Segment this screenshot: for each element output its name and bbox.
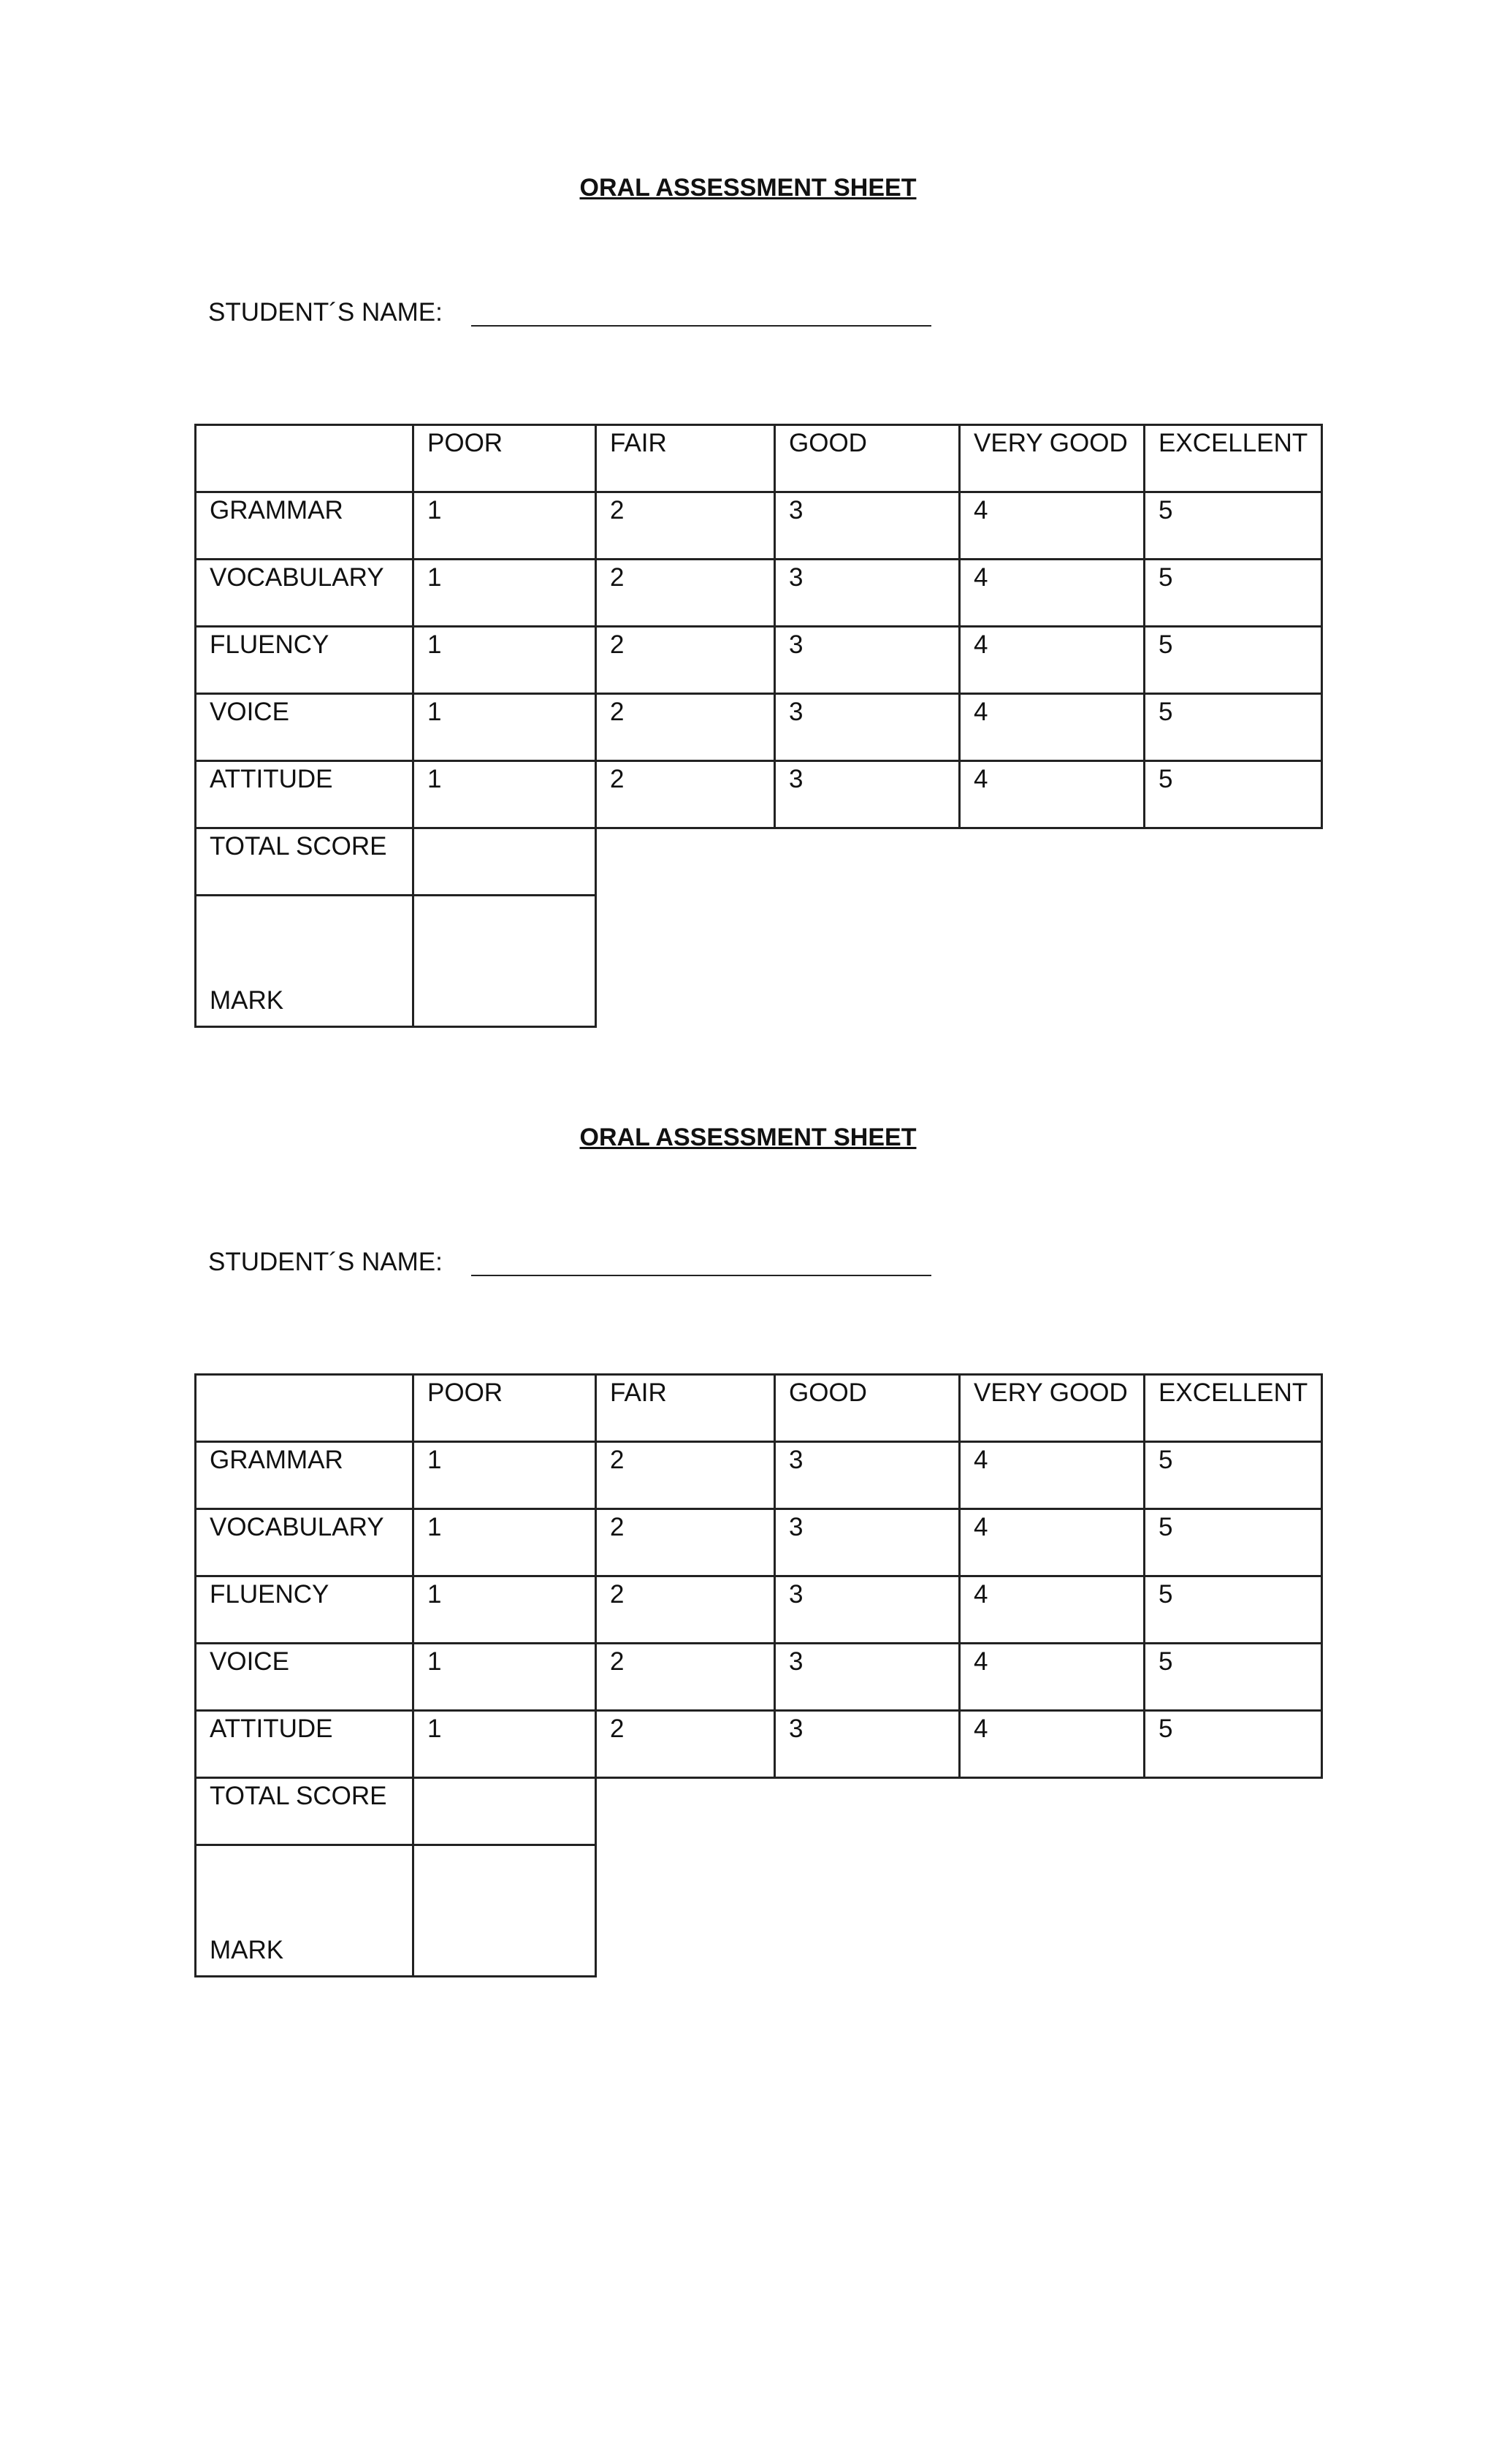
mark-value-cell[interactable] [413,1845,596,1977]
total-score-value-cell[interactable] [413,828,596,896]
score-cell[interactable]: 4 [960,1509,1145,1576]
assessment-sheet-2 [0,950,1496,1964]
score-cell[interactable]: 4 [960,1442,1145,1509]
sheet-title: ORAL ASSESSMENT SHEET [579,1124,917,1151]
score-cell[interactable]: 3 [775,761,960,828]
score-cell[interactable]: 3 [775,492,960,560]
score-cell[interactable]: 2 [596,492,775,560]
sheet-title: ORAL ASSESSMENT SHEET [579,174,917,202]
total-score-value-cell[interactable] [413,1778,596,1845]
score-cell[interactable]: 1 [413,761,596,828]
score-cell[interactable]: 2 [596,627,775,694]
row-label: VOICE [196,1644,413,1711]
total-score-row [196,1778,1322,1845]
table-row-voice [196,694,1322,761]
score-cell[interactable]: 5 [1145,761,1322,828]
total-score-row [196,828,1322,896]
mark-label: MARK [196,1845,413,1977]
row-label: FLUENCY [196,627,413,694]
score-cell[interactable]: 1 [413,1644,596,1711]
score-cell[interactable]: 3 [775,1509,960,1576]
score-cell[interactable]: 5 [1145,1442,1322,1509]
row-label: ATTITUDE [196,761,413,828]
score-cell[interactable]: 5 [1145,1509,1322,1576]
empty-space [596,1845,1322,1977]
table-row-vocabulary [196,560,1322,627]
score-cell[interactable]: 1 [413,560,596,627]
score-cell[interactable]: 4 [960,560,1145,627]
header-excellent: EXCELLENT [1145,425,1322,492]
score-cell[interactable]: 2 [596,560,775,627]
header-very-good: VERY GOOD [960,425,1145,492]
score-cell[interactable]: 3 [775,560,960,627]
total-score-label: TOTAL SCORE [196,1778,413,1845]
score-cell[interactable]: 4 [960,1711,1145,1778]
mark-label: MARK [196,896,413,1027]
header-empty-cell [196,425,413,492]
header-poor: POOR [413,425,596,492]
row-label: VOCABULARY [196,1509,413,1576]
score-cell[interactable]: 5 [1145,1576,1322,1644]
empty-space [596,1778,1322,1845]
table-row-fluency [196,627,1322,694]
score-cell[interactable]: 2 [596,1576,775,1644]
table-row-voice [196,1644,1322,1711]
score-cell[interactable]: 2 [596,694,775,761]
score-cell[interactable]: 4 [960,1576,1145,1644]
score-cell[interactable]: 5 [1145,1711,1322,1778]
student-name-label: STUDENT´S NAME: [208,1248,443,1276]
score-cell[interactable]: 4 [960,1644,1145,1711]
score-cell[interactable]: 5 [1145,560,1322,627]
score-cell[interactable]: 2 [596,1509,775,1576]
header-good: GOOD [775,425,960,492]
header-row [196,1375,1322,1442]
row-label: ATTITUDE [196,1711,413,1778]
table-row-attitude [196,1711,1322,1778]
assessment-table [194,424,1323,1028]
header-poor: POOR [413,1375,596,1442]
score-cell[interactable]: 1 [413,627,596,694]
table-row-fluency [196,1576,1322,1644]
header-fair: FAIR [596,1375,775,1442]
header-very-good: VERY GOOD [960,1375,1145,1442]
score-cell[interactable]: 4 [960,627,1145,694]
score-cell[interactable]: 1 [413,1576,596,1644]
table-row-grammar [196,492,1322,560]
table-row-grammar [196,1442,1322,1509]
score-cell[interactable]: 2 [596,1644,775,1711]
score-cell[interactable]: 4 [960,492,1145,560]
assessment-sheet-1 [0,0,1496,1015]
student-name-label: STUDENT´S NAME: [208,298,443,327]
assessment-table [194,1373,1323,1977]
score-cell[interactable]: 5 [1145,1644,1322,1711]
row-label: VOICE [196,694,413,761]
table-row-vocabulary [196,1509,1322,1576]
score-cell[interactable]: 5 [1145,627,1322,694]
score-cell[interactable]: 1 [413,1509,596,1576]
header-fair: FAIR [596,425,775,492]
table-row-attitude [196,761,1322,828]
score-cell[interactable]: 3 [775,1644,960,1711]
mark-row [196,1845,1322,1977]
row-label: GRAMMAR [196,492,413,560]
total-score-label: TOTAL SCORE [196,828,413,896]
score-cell[interactable]: 5 [1145,492,1322,560]
row-label: FLUENCY [196,1576,413,1644]
score-cell[interactable]: 4 [960,761,1145,828]
score-cell[interactable]: 5 [1145,694,1322,761]
header-empty-cell [196,1375,413,1442]
header-row [196,425,1322,492]
row-label: GRAMMAR [196,1442,413,1509]
score-cell[interactable]: 3 [775,1711,960,1778]
score-cell[interactable]: 1 [413,1442,596,1509]
empty-space [596,828,1322,896]
score-cell[interactable]: 2 [596,1711,775,1778]
score-cell[interactable]: 3 [775,694,960,761]
header-excellent: EXCELLENT [1145,1375,1322,1442]
score-cell[interactable]: 1 [413,1711,596,1778]
score-cell[interactable]: 3 [775,1576,960,1644]
score-cell[interactable]: 1 [413,694,596,761]
score-cell[interactable]: 1 [413,492,596,560]
student-name-line[interactable] [471,1275,931,1276]
score-cell[interactable]: 3 [775,627,960,694]
row-label: VOCABULARY [196,560,413,627]
score-cell[interactable]: 2 [596,1442,775,1509]
score-cell[interactable]: 4 [960,694,1145,761]
score-cell[interactable]: 2 [596,761,775,828]
student-name-line[interactable] [471,325,931,327]
header-good: GOOD [775,1375,960,1442]
score-cell[interactable]: 3 [775,1442,960,1509]
